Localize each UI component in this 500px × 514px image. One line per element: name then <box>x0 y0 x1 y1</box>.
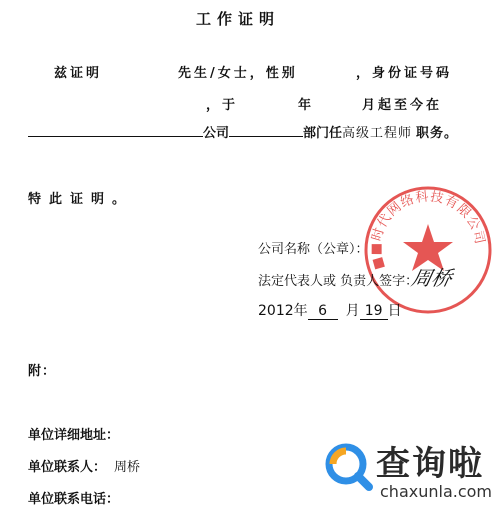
line2-since: ，于 <box>206 98 239 113</box>
date-line <box>258 300 402 320</box>
magnifier-logo-icon <box>322 440 374 492</box>
date-day-unit: 日 <box>387 303 402 319</box>
line3 <box>28 122 458 141</box>
date-day: 19 <box>360 303 388 320</box>
line1-certify: 兹证明 <box>54 66 103 81</box>
watermark-en: chaxunla.com <box>380 482 492 501</box>
company-seal <box>362 184 494 316</box>
attachment-label: 附： <box>28 364 57 379</box>
contact-label: 单位联系人： <box>28 460 107 475</box>
representative-label: 法定代表人或 负责人签字： <box>258 274 419 289</box>
phone-label: 单位联系电话： <box>28 492 120 507</box>
special-certify: 特此证明。 <box>28 192 134 207</box>
company-name-label: 公司名称（公章）： <box>258 242 369 257</box>
line2-year: 年 <box>298 98 315 113</box>
line1-gender: 先生/女士，性别 <box>178 66 298 81</box>
watermark-cn: 查询啦 <box>376 444 484 484</box>
date-year-unit: 年 <box>293 303 308 319</box>
line3-title: 高级工程师 <box>342 126 413 141</box>
watermark <box>318 434 494 510</box>
line3-duty: 职务。 <box>416 126 459 141</box>
contact-row <box>28 456 140 475</box>
date-month: 6 <box>308 303 338 320</box>
department-blank <box>229 124 303 137</box>
address-label: 单位详细地址： <box>28 428 120 443</box>
document-title: 工作证明 <box>196 10 281 28</box>
date-year: 2012 <box>258 303 294 319</box>
line1-id: ，身份证号码 <box>356 66 453 81</box>
signature: 周桥 <box>409 266 455 290</box>
date-month-unit: 月 <box>345 303 360 319</box>
line3-company: 公司 <box>203 126 230 141</box>
svg-text:■■时代网络科技有限公司: ■■时代网络科技有限公司 <box>368 189 488 272</box>
contact-value: 周桥 <box>114 460 141 475</box>
company-blank <box>28 124 203 137</box>
line3-dept: 部门任 <box>303 126 343 141</box>
line2-month: 月起至今在 <box>362 98 443 113</box>
